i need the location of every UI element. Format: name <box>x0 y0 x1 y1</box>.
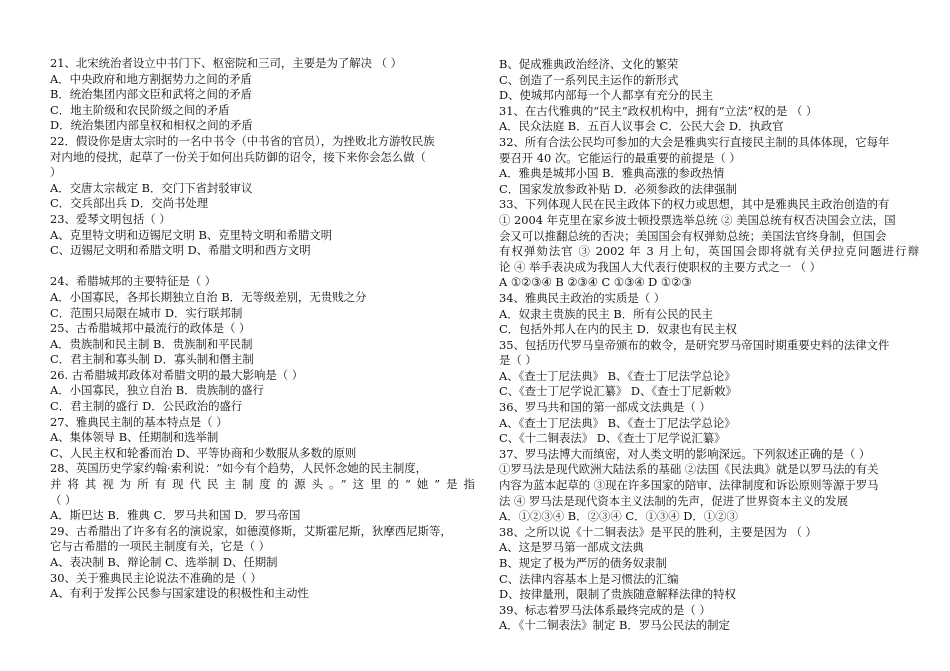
text-line: ） <box>50 165 62 180</box>
text-line: D．统治集团内部皇权和相权之间的矛盾 <box>50 118 253 133</box>
text-line: A．民众法庭 B．五百人议事会 C．公民大会 D．执政官 <box>499 119 784 134</box>
text-line: A、这是罗马第一部成文法典 <box>499 540 644 555</box>
text-line: A．小国寡民，独立自治 B．贵族制的盛行 <box>50 383 264 398</box>
text-line: 28、英国历史学家约翰·索利说：“如今有个趋势，人民怀念她的民主制度， <box>50 461 428 476</box>
text-line: A、表决制 B、辩论制 C、选举制 D、任期制 <box>50 555 278 569</box>
text-line: 32、所有合法公民均可参加的大会是雅典实行直接民主制的具体体现，它每年 <box>499 134 890 149</box>
text-line: C．君主制和寡头制 D．寡头制和僭主制 <box>50 352 254 367</box>
text-line: A．小国寡民，各邦长期独立自治 B．无等级差别，无贵贱之分 <box>50 289 367 304</box>
text-line: A．《十二铜表法》制定 B．罗马公民法的制定 <box>499 618 730 633</box>
text-line: 27、雅典民主制的基本特点是（ ） <box>50 414 228 429</box>
text-line: A．交唐太宗裁定 B．交门下省封驳审议 <box>50 180 253 195</box>
text-line: 31、在古代雅典的“民主”政权机构中，拥有“立法”权的是 （ ） <box>499 103 818 118</box>
text-line <box>50 259 475 275</box>
text-line: A．中央政府和地方割据势力之间的矛盾 <box>50 71 252 86</box>
text-line: 29、古希腊出了许多有名的演说家，如德漠修斯，艾斯霍尼斯，狄摩西尼斯等， <box>50 523 452 538</box>
right-column <box>499 57 919 634</box>
text-line: A、有利于发挥公民参与国家建设的积极性和主动性 <box>50 586 309 601</box>
text-line: 要召开 40 次。它能运行的最重要的前提是（ ） <box>499 150 741 165</box>
text-line: A、集体领导 B、任期制和选举制 <box>50 430 219 445</box>
text-line: C．地主阶级和农民阶级之间的矛盾 <box>50 102 230 117</box>
text-line: 论 ④ 举手表决成为我国人大代表行使职权的主要方式之一 （ ） <box>499 259 822 274</box>
text-line: A．雅典是城邦小国 B．雅典高涨的参政热情 <box>499 166 725 181</box>
text-line: 25、古希腊城邦中最流行的政体是（ ） <box>50 321 251 336</box>
text-line: 34、雅典民主政治的实质是（ ） <box>499 290 666 305</box>
text-line: D、按律量刑，限制了贵族随意解释法律的特权 <box>499 587 736 602</box>
text-line: A．斯巴达 B．雅典 C．罗马共和国 D．罗马帝国 <box>50 508 301 523</box>
text-line: 会又可以推翻总统的否决；美国国会有权弹劾总统；美国法官终身制，但国会 <box>499 228 887 243</box>
text-line: C．交兵部出兵 D．交尚书处理 <box>50 196 209 211</box>
text-line: C．君主制的盛行 D．公民政治的盛行 <box>50 399 243 414</box>
text-line: （ ） <box>50 492 77 507</box>
text-line: C、《查士丁尼学说汇纂》 D、《查士丁尼新敕》 <box>499 384 737 399</box>
text-line: A、《查士丁尼法典》 B、《查士丁尼法学总论》 <box>499 415 736 430</box>
text-line: 30、关于雅典民主论说法不准确的是（ ） <box>50 570 262 585</box>
text-line: C、迈锡尼文明和希腊文明 D、希腊文明和西方文明 <box>50 243 311 258</box>
text-line: 21、北宋统治者设立中书门下、枢密院和三司，主要是为了解决 （ ） <box>50 56 403 70</box>
text-line: A ①②③④ B ②③④ C ①③④ D ①②③ <box>499 275 692 290</box>
text-line: 22．假设你是唐太宗时的一名中书令（中书省的官员），为挫败北方游牧民族 <box>50 133 435 148</box>
text-line: 它与古希腊的一项民主制度有关，它是（ ） <box>50 539 271 554</box>
text-line: 23、爱琴文明包括（ ） <box>50 211 171 226</box>
text-line: C、创造了一系列民主运作的新形式 <box>499 72 679 87</box>
text-line: 39、标志着罗马法体系最终完成的是（ ） <box>499 602 711 617</box>
text-line: C、法律内容基本上是习惯法的汇编 <box>499 571 679 586</box>
text-line: 对内地的侵扰，起草了一份关于如何出兵防御的诏令，接下来你会怎么做（ <box>50 149 426 164</box>
left-column <box>50 56 475 602</box>
text-line: A、《查士丁尼法典》 B、《查士丁尼法学总论》 <box>499 368 736 383</box>
text-line: 26. 古希腊城邦政体对希腊文明的最大影响是（ ） <box>50 367 304 382</box>
text-line: D、使城邦内部每一个人都享有充分的民主 <box>499 88 714 103</box>
text-line: 24、希腊城邦的主要特征是（ ） <box>50 274 217 289</box>
text-line: ①罗马法是现代欧洲大陆法系的基础 ②法国《民法典》就是以罗马法的有关 <box>499 462 879 477</box>
text-line: B、促成雅典政治经济、文化的繁荣 <box>499 57 679 71</box>
text-line: A．①②③④ B．②③④ C．①③④ D．①②③ <box>499 509 738 524</box>
text-line: 36、罗马共和国的第一部成文法典是（ ） <box>499 400 711 415</box>
text-line: 有权弹劾法官 ③ 2002 年 3 月上旬，英国国会即将就有关伊拉克问题进行辩 <box>499 244 919 259</box>
text-line: C、《十二铜表法》 D、《查士丁尼学说汇纂》 <box>499 431 726 446</box>
text-line: C．范围只局限在城市 D．实行联邦制 <box>50 305 243 320</box>
text-line: A．奴隶主贵族的民主 B．所有公民的民主 <box>499 306 713 321</box>
text-line: B．统治集团内部文臣和武将之间的矛盾 <box>50 87 253 102</box>
text-line: 33、下列体现人民在民主政体下的权力或思想，其中是雅典民主政治创造的有 <box>499 197 890 212</box>
text-line: C．国家发放参政补贴 D．必须参政的法律强制 <box>499 181 737 196</box>
text-line: C、人民主权和轮番而治 D、平等协商和少数服从多数的原则 <box>50 445 357 460</box>
text-line: 35、包括历代罗马皇帝颁布的敕令，是研究罗马帝国时期重要史料的法律文件 <box>499 337 890 352</box>
text-line: B、规定了极为严厉的债务奴隶制 <box>499 556 667 570</box>
text-line: A．贵族制和民主制 B．贵族制和平民制 <box>50 336 253 351</box>
text-line: 38、之所以说《十二铜表法》是平民的胜利，主要是因为 （ ） <box>499 524 817 539</box>
text-line: ① 2004 年克里在家乡波士顿投票选举总统 ② 美国总统有权否决国会立法，国 <box>499 212 896 227</box>
text-line: 法 ④ 罗马法是现代资本主义法制的先声，促进了世界资本主义的发展 <box>499 493 848 508</box>
text-line: C．包括外邦人在内的民主 D．奴隶也有民主权 <box>499 322 737 337</box>
text-line: 是（ ） <box>499 353 537 368</box>
text-line: 内容为蓝本起草的 ③现在许多国家的陪审、法律制度和诉讼原则等源于罗马 <box>499 478 879 493</box>
text-line: 并将其视为所有现代民主制度的源头。”这里的“她”是指 <box>50 477 475 492</box>
text-line: A、克里特文明和迈锡尼文明 B、克里特文明和希腊文明 <box>50 227 333 242</box>
text-line: 37、罗马法博大而缜密，对人类文明的影响深远。下列叙述正确的是（ ） <box>499 446 871 461</box>
